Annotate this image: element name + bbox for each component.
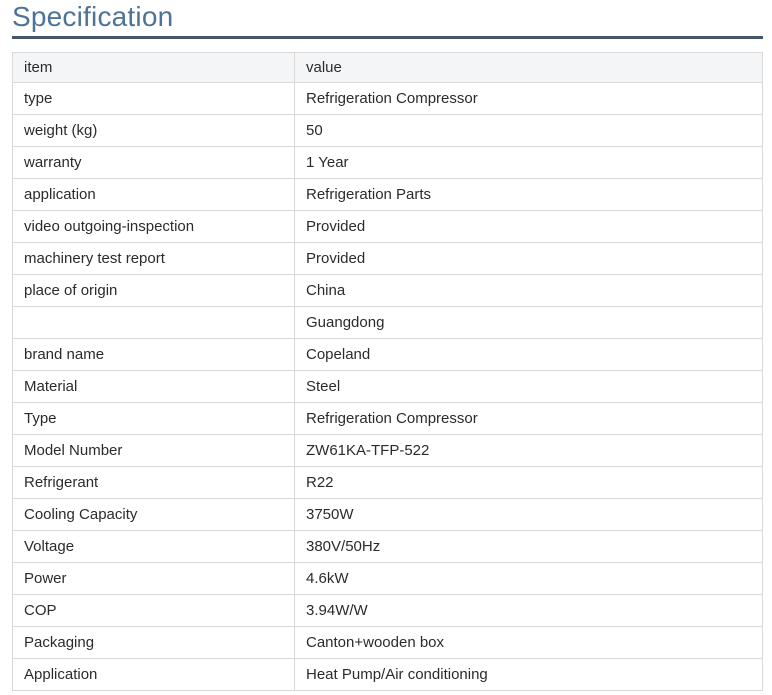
- item-cell: Application: [13, 658, 295, 690]
- table-row: [13, 466, 763, 498]
- table-row: [13, 306, 763, 338]
- item-cell: machinery test report: [13, 242, 295, 274]
- table-row: [13, 498, 763, 530]
- item-cell: brand name: [13, 338, 295, 370]
- item-cell: warranty: [13, 146, 295, 178]
- page-title: Specification: [12, 1, 174, 32]
- value-cell: Refrigeration Compressor: [295, 82, 763, 114]
- value-cell: 3.94W/W: [295, 594, 763, 626]
- value-cell: 4.6kW: [295, 562, 763, 594]
- item-cell: Type: [13, 402, 295, 434]
- spec-table-body: [13, 82, 763, 690]
- item-cell: video outgoing-inspection: [13, 210, 295, 242]
- value-cell: Guangdong: [295, 306, 763, 338]
- value-cell: 380V/50Hz: [295, 530, 763, 562]
- value-cell: 1 Year: [295, 146, 763, 178]
- value-cell: Provided: [295, 242, 763, 274]
- table-row: [13, 562, 763, 594]
- item-cell: weight (kg): [13, 114, 295, 146]
- value-cell: Canton+wooden box: [295, 626, 763, 658]
- table-row: [13, 178, 763, 210]
- value-cell: ZW61KA-TFP-522: [295, 434, 763, 466]
- item-cell: Packaging: [13, 626, 295, 658]
- item-cell: place of origin: [13, 274, 295, 306]
- table-row: [13, 82, 763, 114]
- value-cell: China: [295, 274, 763, 306]
- table-row: [13, 370, 763, 402]
- item-cell: [13, 306, 295, 338]
- value-cell: Refrigeration Compressor: [295, 402, 763, 434]
- table-row: [13, 338, 763, 370]
- item-cell: Cooling Capacity: [13, 498, 295, 530]
- item-cell: COP: [13, 594, 295, 626]
- table-row: [13, 402, 763, 434]
- spec-table-header: [13, 52, 763, 82]
- item-cell: type: [13, 82, 295, 114]
- table-row: [13, 658, 763, 690]
- item-cell: Model Number: [13, 434, 295, 466]
- item-cell: application: [13, 178, 295, 210]
- item-cell: Power: [13, 562, 295, 594]
- table-row: [13, 594, 763, 626]
- table-row: [13, 146, 763, 178]
- value-cell: R22: [295, 466, 763, 498]
- table-row: [13, 242, 763, 274]
- value-cell: 3750W: [295, 498, 763, 530]
- value-cell: Provided: [295, 210, 763, 242]
- item-cell: Voltage: [13, 530, 295, 562]
- header-cell-value: value: [295, 52, 763, 82]
- item-cell: Refrigerant: [13, 466, 295, 498]
- value-cell: Copeland: [295, 338, 763, 370]
- value-cell: Refrigeration Parts: [295, 178, 763, 210]
- table-row: [13, 114, 763, 146]
- value-cell: 50: [295, 114, 763, 146]
- table-row: [13, 530, 763, 562]
- title-underline: [12, 36, 763, 39]
- value-cell: Heat Pump/Air conditioning: [295, 658, 763, 690]
- table-row: [13, 274, 763, 306]
- table-row: [13, 434, 763, 466]
- table-row: [13, 210, 763, 242]
- header-row: [13, 52, 763, 82]
- specification-table: [12, 52, 763, 691]
- value-cell: Steel: [295, 370, 763, 402]
- header-cell-item: item: [13, 52, 295, 82]
- item-cell: Material: [13, 370, 295, 402]
- table-row: [13, 626, 763, 658]
